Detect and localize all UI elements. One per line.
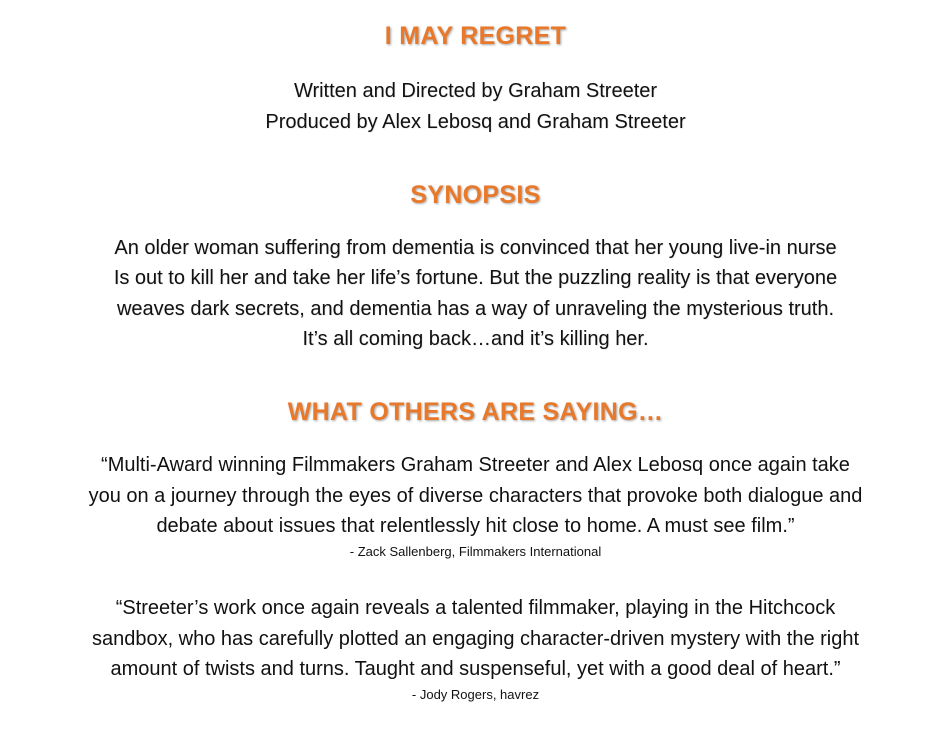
synopsis-line: It’s all coming back…and it’s killing her.	[302, 328, 649, 350]
review-quote-line: sandbox, who has carefully plotted an engaging character-driven mystery with the right	[91, 628, 860, 650]
review-quote-line: amount of twists and turns. Taught and suspenseful, yet with a good deal of heart.”	[110, 658, 841, 680]
synopsis-heading: SYNOPSIS	[410, 181, 541, 209]
review-attribution: - Jody Rogers, havrez	[411, 687, 540, 702]
film-title: I MAY REGRET	[384, 22, 567, 50]
review-quote-line: debate about issues that relentlessly hit close to home. A must see film.”	[156, 515, 795, 537]
credit-line: Written and Directed by Graham Streeter	[293, 80, 658, 102]
review-quote-line: you on a journey through the eyes of diverse characters that provoke both dialogue and	[88, 485, 863, 507]
synopsis-line: Is out to kill her and take her life’s fortune. But the puzzling reality is that everyone	[113, 267, 838, 289]
review-quote-line: “Multi-Award winning Filmmakers Graham Streeter and Alex Lebosq once again take	[101, 454, 850, 476]
synopsis-line: An older woman suffering from dementia is convinced that her young live-in nurse	[114, 237, 837, 259]
credit-line: Produced by Alex Lebosq and Graham Streeter	[265, 111, 686, 133]
reviews-heading: WHAT OTHERS ARE SAYING…	[287, 398, 664, 426]
review-attribution: - Zack Sallenberg, Filmmakers International	[349, 544, 602, 559]
review-quote-line: “Streeter’s work once again reveals a talented filmmaker, playing in the Hitchcock	[115, 597, 836, 619]
synopsis-line: weaves dark secrets, and dementia has a way of unraveling the mysterious truth.	[116, 298, 835, 320]
